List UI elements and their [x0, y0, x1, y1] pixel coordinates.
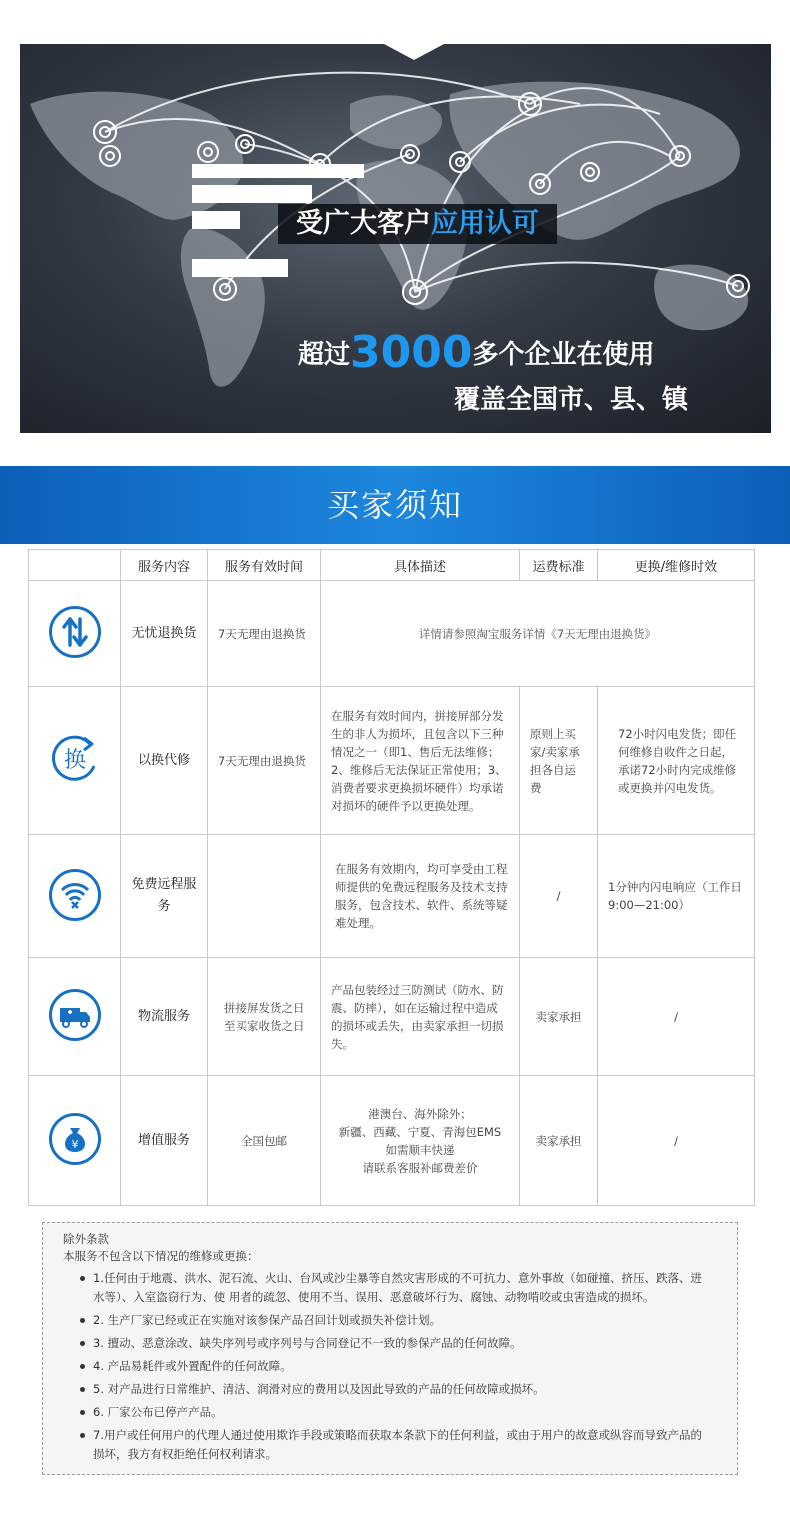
service-description: 产品包装经过三防测试（防水、防震、防摔），如在运输过程中造成的损坏或丢失，由卖家承担一切损失。 — [321, 958, 520, 1076]
service-name: 无忧退换货 — [121, 581, 208, 687]
service-name: 以换代修 — [121, 687, 208, 835]
banner-subheadline: 覆盖全国市、县、镇 — [454, 385, 689, 415]
list-item: 4. 产品易耗件或外置配件的任何故障。 — [63, 1357, 719, 1376]
service-period — [208, 835, 321, 958]
service-period: 拼接屏发货之日至买家收货之日 — [208, 958, 321, 1076]
service-period: 7天无理由退换货 — [208, 581, 321, 687]
return-arrows-icon — [49, 606, 101, 658]
header-timing: 更换/维修时效 — [598, 550, 755, 581]
list-item: 6. 厂家公布已停产产品。 — [63, 1403, 719, 1422]
exclusions-title: 除外条款 — [63, 1232, 109, 1246]
service-timing: 72小时闪电发货；即任何维修自收件之日起，承诺72小时内完成维修或更换并闪电发货。 — [598, 687, 755, 835]
table-row — [29, 687, 755, 835]
tagline-accent: 应用认可 — [431, 208, 539, 239]
money-bag-icon — [49, 1113, 101, 1165]
svg-text:¥: ¥ — [71, 1138, 78, 1151]
list-item: 1.任何由于地震、洪水、泥石流、火山、台风或沙尘暴等自然灾害形成的不可抗力、意外事故（如碰撞、挤压、跌落、进水等）、入室盗窃行为、使 用者的疏忽、使用不当、误用、恶意破坏行为、腐蚀、动物啃咬或虫害造成的损坏。 — [63, 1269, 719, 1307]
service-timing: 1分钟内闪电响应（工作日9:00—21:00） — [598, 835, 755, 958]
headline-number: 3000 — [350, 327, 473, 378]
banner-headline — [298, 327, 655, 378]
headline-prefix: 超过 — [298, 340, 351, 370]
list-item: 7.用户或任何用户的代理人通过使用欺诈手段或策略而获取本条款下的任何利益，或由于用户的故意或纵容而导致产品的损坏，我方有权拒绝任何权利请求。 — [63, 1426, 719, 1464]
service-description: 在服务有效时间内，拼接屏部分发生的非人为损坏，且包含以下三种情况之一（即1、售后无法维修；2、维修后无法保证正常使用；3、消费者要求更换损坏硬件）均承诺对损坏的硬件予以更换处理。 — [321, 687, 520, 835]
header-description: 具体描述 — [321, 550, 520, 581]
list-item: 3. 擅动、恶意涂改、缺失序列号或序列号与合同登记不一致的参保产品的任何故障。 — [63, 1334, 719, 1353]
redacted-block — [192, 259, 288, 277]
service-detail-merged: 详情请参照淘宝服务详情《7天无理由退换货》 — [321, 581, 755, 687]
headline-suffix: 多个企业在使用 — [472, 340, 655, 370]
desc-line: 港澳台、海外除外； — [368, 1106, 472, 1121]
exclusions-list — [63, 1269, 719, 1464]
redacted-block — [192, 211, 240, 229]
wifi-remote-icon — [49, 869, 101, 921]
table-row — [29, 835, 755, 958]
table-header-row — [29, 550, 755, 581]
row-icon-cell — [29, 1076, 121, 1206]
header-service: 服务内容 — [121, 550, 208, 581]
service-period: 全国包邮 — [208, 1076, 321, 1206]
list-item: 5. 对产品进行日常维护、清洁、润滑对应的费用以及因此导致的产品的任何故障或损坏。 — [63, 1380, 719, 1399]
service-timing: / — [598, 1076, 755, 1206]
service-shipping: 卖家承担 — [520, 958, 598, 1076]
hero-banner — [20, 44, 771, 433]
service-table — [28, 549, 755, 1206]
exchange-huan-icon — [48, 732, 102, 786]
service-timing: / — [598, 958, 755, 1076]
desc-line: 如需顺丰快递 — [385, 1142, 455, 1157]
service-description: 在服务有效期内，均可享受由工程师提供的免费远程服务及技术支持服务，包含技术、软件、系统等疑难处理。 — [321, 835, 520, 958]
row-icon-cell — [29, 687, 121, 835]
list-item: 2. 生产厂家已经或正在实施对该参保产品召回计划或损失补偿计划。 — [63, 1311, 719, 1330]
service-description — [321, 1076, 520, 1206]
desc-line: 请联系客服补邮费差价 — [362, 1160, 478, 1175]
service-name: 物流服务 — [121, 958, 208, 1076]
exclusions-subtitle: 本服务不包含以下情况的维修或更换： — [63, 1249, 259, 1263]
header-shipping: 运费标准 — [520, 550, 598, 581]
exclusions-box — [42, 1222, 738, 1475]
banner-notch — [384, 44, 444, 60]
row-icon-cell — [29, 581, 121, 687]
redacted-block — [192, 185, 312, 203]
service-period: 7天无理由退换货 — [208, 687, 321, 835]
service-shipping: / — [520, 835, 598, 958]
row-icon-cell — [29, 958, 121, 1076]
service-shipping: 卖家承担 — [520, 1076, 598, 1206]
header-icon — [29, 550, 121, 581]
table-row — [29, 958, 755, 1076]
desc-line: 新疆、西藏、宁夏、青海包EMS — [338, 1124, 502, 1139]
redacted-block — [192, 164, 364, 178]
svg-text:换: 换 — [63, 748, 86, 773]
delivery-truck-icon — [49, 989, 101, 1041]
table-row — [29, 581, 755, 687]
tagline-prefix: 受广大客户 — [296, 208, 431, 239]
table-row — [29, 1076, 755, 1206]
row-icon-cell — [29, 835, 121, 958]
header-period: 服务有效时间 — [208, 550, 321, 581]
service-shipping: 原则上买家/卖家承担各自运费 — [520, 687, 598, 835]
banner-tagline — [278, 204, 557, 244]
service-name: 增值服务 — [121, 1076, 208, 1206]
section-title: 买家须知 — [0, 466, 790, 544]
service-name: 免费远程服务 — [121, 835, 208, 958]
